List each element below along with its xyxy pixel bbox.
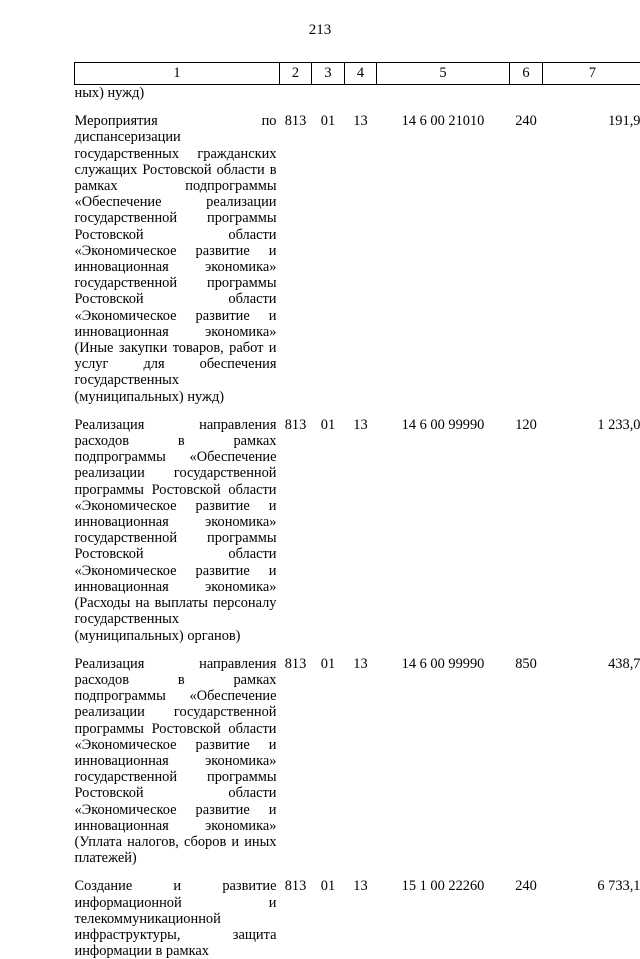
column-header-row [75, 63, 640, 85]
column-header-5: 5 [377, 63, 510, 85]
row-expense-type: 120 [510, 417, 543, 644]
row-section: 01 [312, 417, 345, 644]
row-name: Реализация направления расходов в рамках подпрограммы «Обеспечение реализации государственной программы Ростовской области «Экономическое развитие и инновационная экономика» государственной программы Ростовской области «Экономическое развитие и инновационная экономика» (Расходы на выплаты персоналу государственных (муниципальных) органов) [75, 417, 280, 644]
column-header-4: 4 [345, 63, 377, 85]
table-row [75, 878, 640, 959]
row-target: 14 6 00 99990 [377, 417, 510, 644]
row-name: Создание и развитие информационной и телекоммуникационной инфраструктуры, защита информации в рамках [75, 878, 280, 959]
budget-table [74, 62, 640, 959]
row-ministry: 813 [280, 113, 312, 405]
row-name: Мероприятия по диспансеризации государственных гражданских служащих Ростовской области в рамках подпрограммы «Обеспечение реализации государственной программы Ростовской области «Экономическое развитие и инновационная экономика» государственной программы Ростовской области «Экономическое развитие и инновационная экономика» (Иные закупки товаров, работ и услуг для обеспечения государственных (муниципальных) нужд) [75, 113, 280, 405]
row-amount: 438,7 [543, 656, 640, 867]
row-subsection: 13 [345, 878, 377, 959]
row-section: 01 [312, 656, 345, 867]
row-ministry: 813 [280, 878, 312, 959]
row-ministry: 813 [280, 656, 312, 867]
row-name: Реализация направления расходов в рамках подпрограммы «Обеспечение реализации государственной программы Ростовской области «Экономическое развитие и инновационная экономика» государственной программы Ростовской области «Экономическое развитие и инновационная экономика» (Уплата налогов, сборов и иных платежей) [75, 656, 280, 867]
row-amount: 1 233,0 [543, 417, 640, 644]
column-header-7: 7 [543, 63, 640, 85]
row-subsection: 13 [345, 113, 377, 405]
column-header-6: 6 [510, 63, 543, 85]
row-target: 15 1 00 22260 [377, 878, 510, 959]
row-amount: 191,9 [543, 113, 640, 405]
page-number: 213 [0, 22, 640, 39]
column-header-1: 1 [75, 63, 280, 85]
row-target: 14 6 00 21010 [377, 113, 510, 405]
row-section: 01 [312, 113, 345, 405]
row-expense-type: 240 [510, 878, 543, 959]
row-subsection: 13 [345, 417, 377, 644]
row-amount: 6 733,1 [543, 878, 640, 959]
continuation-text: ных) нужд) [75, 85, 280, 102]
row-ministry: 813 [280, 417, 312, 644]
row-expense-type: 850 [510, 656, 543, 867]
continuation-row [75, 85, 640, 102]
column-header-2: 2 [280, 63, 312, 85]
table-row [75, 656, 640, 867]
column-header-3: 3 [312, 63, 345, 85]
row-target: 14 6 00 99990 [377, 656, 510, 867]
row-subsection: 13 [345, 656, 377, 867]
table-row [75, 113, 640, 405]
row-expense-type: 240 [510, 113, 543, 405]
table-row [75, 417, 640, 644]
row-section: 01 [312, 878, 345, 959]
